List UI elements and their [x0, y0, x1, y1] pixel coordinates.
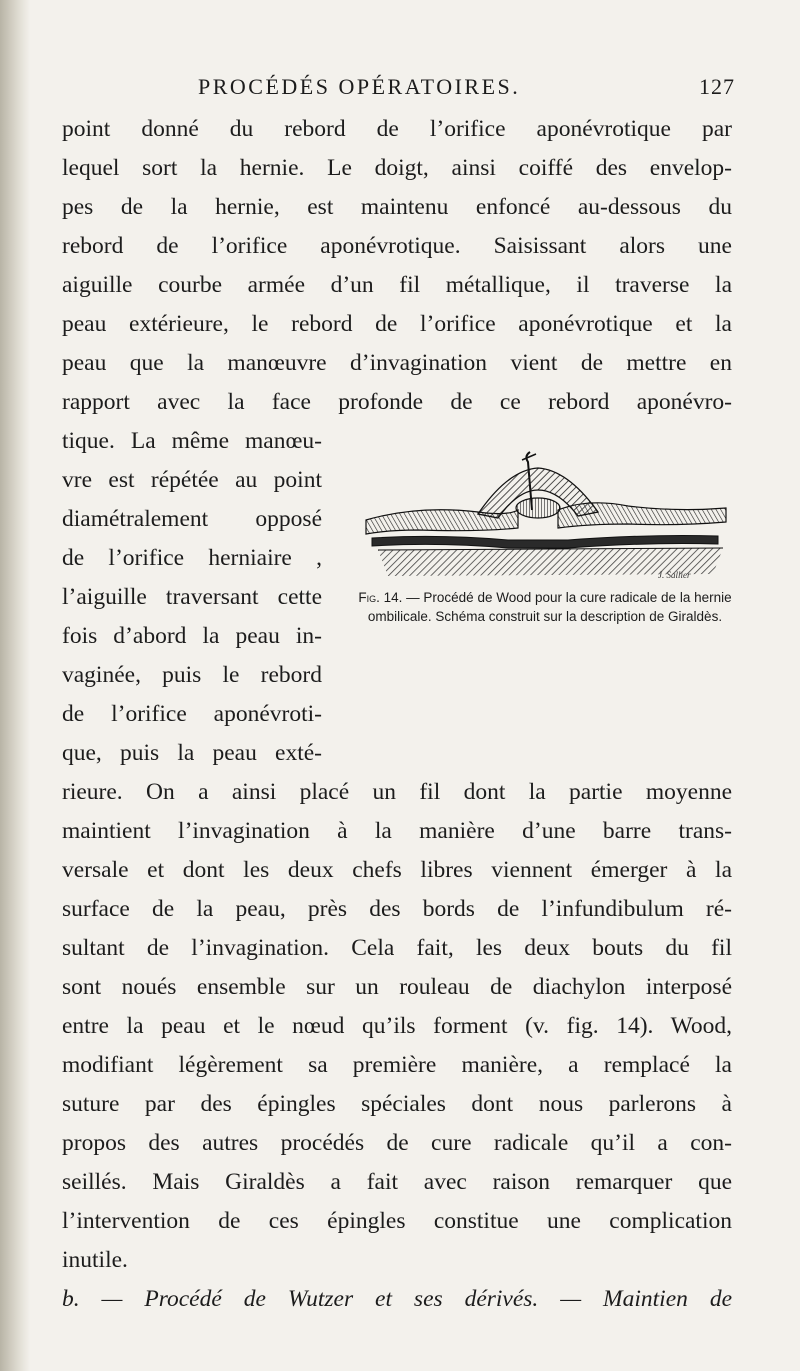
text-line: peau que la manœuvre d’invagination vient de mettre en: [62, 350, 732, 376]
text-line: lequel sort la hernie. Le doigt, ainsi coiffé des envelop-: [62, 155, 732, 181]
text-line: diamétralement opposé: [62, 506, 322, 532]
text-line: modifiant légèrement sa première manière, a remplacé la: [62, 1052, 732, 1078]
text-line: tique. La même manœu-: [62, 428, 322, 454]
figure-caption-text: — Procédé de Wood pour la cure radicale de la hernie ombilicale. Schéma construit sur la description de Giraldès.: [367, 590, 732, 624]
text-line: versale et dont les deux chefs libres viennent émerger à la: [62, 857, 732, 883]
text-line: de l’orifice herniaire ,: [62, 545, 322, 571]
hernia-diagram: [358, 450, 733, 580]
text-line: rieure. On a ainsi placé un fil dont la partie moyenne: [62, 779, 732, 805]
engraver-signature: J. Sallier: [658, 570, 691, 580]
text-line: maintient l’invagination à la manière d’une barre trans-: [62, 818, 732, 844]
text-line: vaginée, puis le rebord: [62, 662, 322, 688]
text-line: que, puis la peau exté-: [62, 740, 322, 766]
text-line: suture par des épingles spéciales dont nous parlerons à: [62, 1091, 732, 1117]
text-line: surface de la peau, près des bords de l’infundibulum ré-: [62, 896, 732, 922]
text-line: fois d’abord la peau in-: [62, 623, 322, 649]
text-line: l’aiguille traversant cette: [62, 584, 322, 610]
text-line: rapport avec la face profonde de ce rebord aponévro-: [62, 389, 732, 415]
figure-label: Fig. 14.: [358, 590, 403, 605]
text-line: point donné du rebord de l’orifice aponévrotique par: [62, 116, 732, 142]
text-line: aiguille courbe armée d’un fil métallique, il traverse la: [62, 272, 732, 298]
text-line: seillés. Mais Giraldès a fait avec raison remarquer que: [62, 1169, 732, 1195]
text-line: inutile.: [62, 1247, 128, 1273]
text-line: sultant de l’invagination. Cela fait, les deux bouts du fil: [62, 935, 732, 961]
text-line: l’intervention de ces épingles constitue une complication: [62, 1208, 732, 1234]
text-line: propos des autres procédés de cure radicale qu’il a con-: [62, 1130, 732, 1156]
running-title: PROCÉDÉS OPÉRATOIRES.: [198, 74, 521, 99]
text-line: de l’orifice aponévroti-: [62, 701, 322, 727]
text-line: rebord de l’orifice aponévrotique. Saisissant alors une: [62, 233, 732, 259]
page-number: 127: [699, 74, 735, 99]
text-line: vre est répétée au point: [62, 467, 322, 493]
figure-caption: [350, 588, 740, 626]
text-line: sont noués ensemble sur un rouleau de diachylon interposé: [62, 974, 732, 1000]
section-heading-line: b. — Procédé de Wutzer et ses dérivés. — Maintien de: [62, 1286, 732, 1312]
text-line: peau extérieure, le rebord de l’orifice aponévrotique et la: [62, 311, 732, 337]
text-line: entre la peau et le nœud qu’ils forment (v. fig. 14). Wood,: [62, 1013, 732, 1039]
text-line: pes de la hernie, est maintenu enfoncé au-dessous du: [62, 194, 732, 220]
figure-engraving: [358, 450, 733, 580]
running-header: [150, 74, 735, 104]
